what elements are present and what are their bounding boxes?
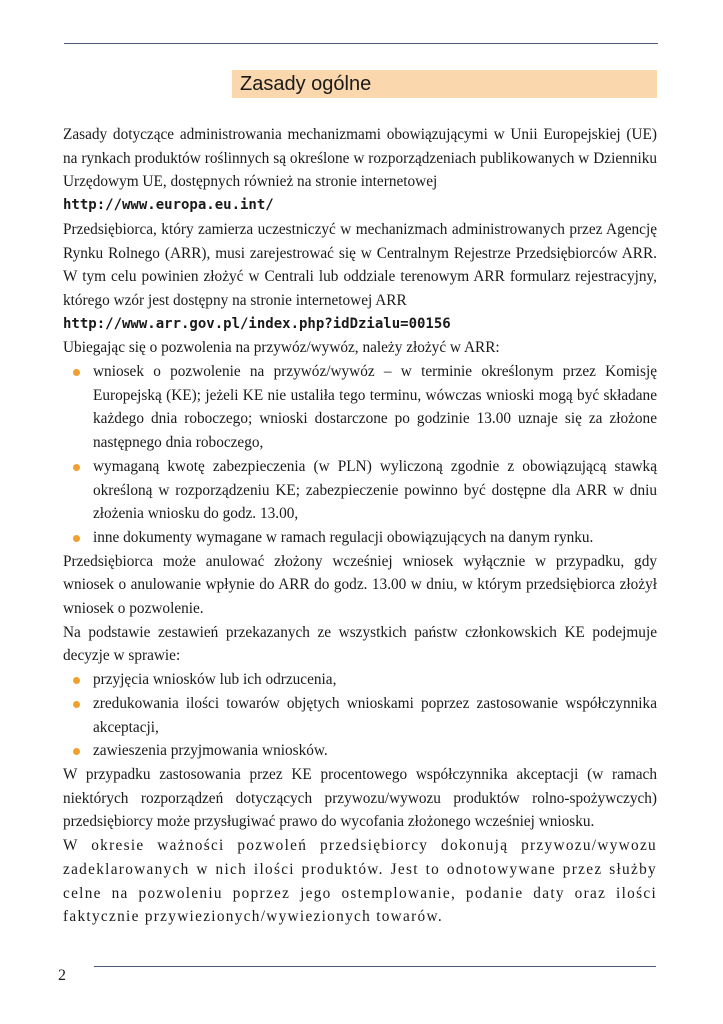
list-item: wniosek o pozwolenie na przywóz/wywóz – w terminie określonym przez Komisję Europejską (KE); jeżeli KE nie ustaliła tego terminu, wówczas wnioski mogą być składane każdego dnia roboczego; wnioski dostarczone po godzinie 13.00 uznaje się za złożone następnego dnia roboczego, xyxy=(63,360,657,455)
list-item: inne dokumenty wymagane w ramach regulacji obowiązujących na danym rynku. xyxy=(63,526,657,550)
list-item: zawieszenia przyjmowania wniosków. xyxy=(63,739,657,763)
link-europa[interactable]: http://www.europa.eu.int/ xyxy=(63,197,274,214)
list-item: zredukowania ilości towarów objętych wnioskami poprzez zastosowanie współczynnika akceptacji, xyxy=(63,692,657,739)
list-item: wymaganą kwotę zabezpieczenia (w PLN) wyliczoną zgodnie z obowiązującą stawką określoną w rozporządzeniu KE; zabezpieczenie powinno być dostępne dla ARR w dniu złożenia wniosku do godz. 13.00, xyxy=(63,455,657,526)
paragraph-registration: Przedsiębiorca, który zamierza uczestniczyć w mechanizmach administrowanych przez Agencję Rynku Rolnego (ARR), musi zarejestrować się w Centralnym Rejestrze Przedsiębiorców ARR. W tym celu powinien złożyć w Centrali lub oddziale terenowym ARR formularz rejestracyjny, którego wzór jest dostępny na stronie internetowej ARR xyxy=(63,220,657,309)
bullet-icon xyxy=(73,748,80,755)
paragraph-withdraw: W przypadku zastosowania przez KE procentowego współczynnika akceptacji (w ramach niektórych rozporządzeń dotyczących przywozu/wywozu produktów rolno-spożywczych) przedsiębiorcy może przysługiwać prawo do wycofania złożonego wcześniej wniosku. xyxy=(63,765,657,831)
bullet-icon xyxy=(73,701,80,708)
link-arr[interactable]: http://www.arr.gov.pl/index.php?idDzialu=00156 xyxy=(63,315,451,332)
paragraph-cancel: Przedsiębiorca może anulować złożony wcześniej wniosek wyłącznie w przypadku, gdy wniosek o anulowanie wpłynie do ARR do godz. 13.00 w dniu, w którym przedsiębiorca złożył wniosek o pozwolenie. xyxy=(63,552,657,618)
paragraph-applying: Ubiegając się o pozwolenia na przywóz/wywóz, należy złożyć w ARR: xyxy=(63,339,500,357)
section-heading: Zasady ogólne xyxy=(240,73,372,95)
paragraph-validity: W okresie ważności pozwoleń przedsiębiorcy dokonują przywozu/wywozu zadeklarowanych w nich ilości produktów. Jest to odnotowywane przez służby celne na pozwoleniu poprzez jego ostemplowanie, podanie daty oraz ilości faktycznie przywiezionych/wywiezionych towarów. xyxy=(63,837,657,926)
body-content xyxy=(63,123,657,929)
bullet-icon xyxy=(73,535,80,542)
paragraph-intro: Zasady dotyczące administrowania mechanizmami obowiązującymi w Unii Europejskiej (UE) na rynkach produktów roślinnych są określone w rozporządzeniach publikowanych w Dzienniku Urzędowym UE, dostępnych również na stronie internetowej xyxy=(63,126,657,191)
bottom-rule xyxy=(94,966,656,967)
decisions-list xyxy=(63,668,657,763)
bullet-icon xyxy=(73,369,80,376)
page-number: 2 xyxy=(58,967,66,984)
top-rule xyxy=(64,43,658,44)
paragraph-decisions: Na podstawie zestawień przekazanych ze wszystkich państw członkowskich KE podejmuje decyzje w sprawie: xyxy=(63,623,657,665)
documents-list xyxy=(63,360,657,550)
bullet-icon xyxy=(73,464,80,471)
bullet-icon xyxy=(73,677,80,684)
list-item: przyjęcia wniosków lub ich odrzucenia, xyxy=(63,668,657,692)
